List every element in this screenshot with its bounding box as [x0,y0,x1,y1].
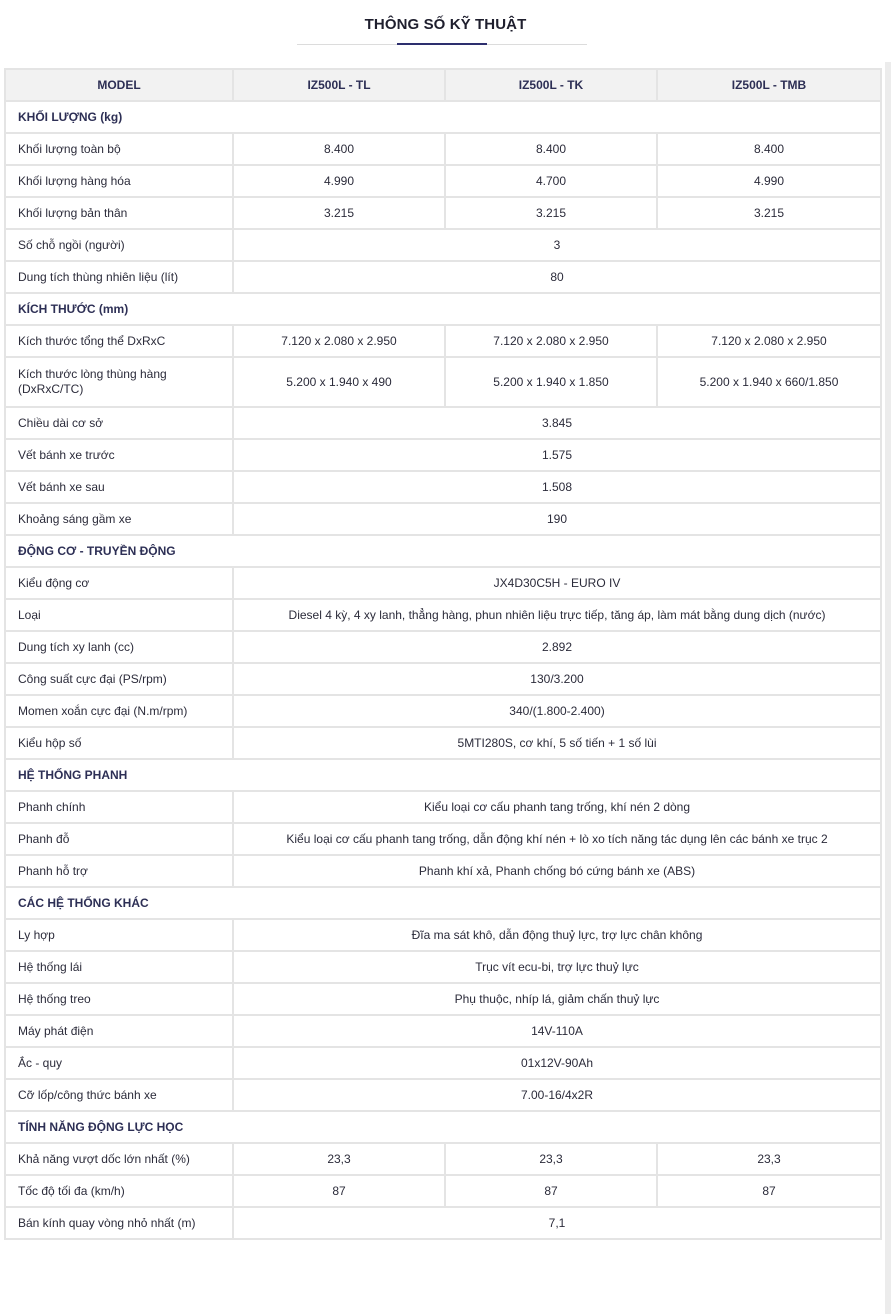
table-row [6,326,880,356]
row-label: Khả năng vượt dốc lớn nhất (%) [6,1144,232,1174]
section-title: TÍNH NĂNG ĐỘNG LỰC HỌC [6,1112,880,1142]
row-label: Khoảng sáng gầm xe [6,504,232,534]
row-label: Loại [6,600,232,630]
row-label: Hệ thống lái [6,952,232,982]
row-label: Ly hợp [6,920,232,950]
row-label: Khối lượng toàn bộ [6,134,232,164]
row-label: Khối lượng hàng hóa [6,166,232,196]
section-title: ĐỘNG CƠ - TRUYỀN ĐỘNG [6,536,880,566]
cell-value: 7.120 x 2.080 x 2.950 [446,326,656,356]
table-row [6,856,880,886]
table-row [6,134,880,164]
table-row [6,408,880,438]
cell-value: 3.215 [446,198,656,228]
spec-table [4,68,882,1240]
cell-value: 87 [658,1176,880,1206]
row-label: Số chỗ ngồi (người) [6,230,232,260]
row-label: Phanh chính [6,792,232,822]
cell-value: Kiểu loại cơ cấu phanh tang trống, dẫn động khí nén + lò xo tích năng tác dụng lên các bánh xe trục 2 [234,824,880,854]
row-label: Hệ thống treo [6,984,232,1014]
cell-value: 87 [446,1176,656,1206]
table-row [6,262,880,292]
title-accent-bar [397,43,487,45]
table-row [6,198,880,228]
page-title: THÔNG SỐ KỸ THUẬT [364,16,527,33]
table-row [6,728,880,758]
scrollbar-track[interactable] [885,62,891,1314]
cell-value: 2.892 [234,632,880,662]
cell-value: 3.845 [234,408,880,438]
table-row [6,1144,880,1174]
header-model: MODEL [6,70,232,100]
table-row [6,600,880,630]
cell-value: 4.990 [234,166,444,196]
cell-value: 5.200 x 1.940 x 1.850 [446,358,656,406]
section-title: HỆ THỐNG PHANH [6,760,880,790]
section-row-dims [6,294,880,324]
table-row [6,920,880,950]
cell-value: 01x12V-90Ah [234,1048,880,1078]
cell-value: 1.575 [234,440,880,470]
row-label: Chiều dài cơ sở [6,408,232,438]
table-row [6,696,880,726]
cell-value: Đĩa ma sát khô, dẫn động thuỷ lực, trợ lực chân không [234,920,880,950]
section-row-dynamics [6,1112,880,1142]
cell-value: 5MTI280S, cơ khí, 5 số tiến + 1 số lùi [234,728,880,758]
table-row [6,230,880,260]
cell-value: 5.200 x 1.940 x 660/1.850 [658,358,880,406]
table-header-row [6,70,880,100]
row-label: Vết bánh xe sau [6,472,232,502]
row-label: Kích thước lòng thùng hàng (DxRxC/TC) [6,358,232,406]
section-row-other [6,888,880,918]
table-row [6,1048,880,1078]
row-label: Máy phát điện [6,1016,232,1046]
cell-value: Diesel 4 kỳ, 4 xy lanh, thẳng hàng, phun nhiên liệu trực tiếp, tăng áp, làm mát bằng dung dịch (nước) [234,600,880,630]
cell-value: 23,3 [446,1144,656,1174]
cell-value: 23,3 [658,1144,880,1174]
cell-value: 3.215 [234,198,444,228]
row-label: Dung tích xy lanh (cc) [6,632,232,662]
section-row-mass [6,102,880,132]
row-label: Dung tích thùng nhiên liệu (lít) [6,262,232,292]
table-row [6,952,880,982]
cell-value: Kiểu loại cơ cấu phanh tang trống, khí nén 2 dòng [234,792,880,822]
cell-value: 4.990 [658,166,880,196]
cell-value: 8.400 [234,134,444,164]
cell-value: 7.120 x 2.080 x 2.950 [234,326,444,356]
table-row [6,1208,880,1238]
table-row [6,358,880,406]
header-model-tk: IZ500L - TK [446,70,656,100]
cell-value: 4.700 [446,166,656,196]
row-label: Tốc độ tối đa (km/h) [6,1176,232,1206]
row-label: Kiểu hộp số [6,728,232,758]
cell-value: 190 [234,504,880,534]
header-model-tmb: IZ500L - TMB [658,70,880,100]
cell-value: 7.00-16/4x2R [234,1080,880,1110]
table-row [6,984,880,1014]
cell-value: 3.215 [658,198,880,228]
cell-value: 5.200 x 1.940 x 490 [234,358,444,406]
table-row [6,632,880,662]
cell-value: 7,1 [234,1208,880,1238]
table-row [6,824,880,854]
table-row [6,472,880,502]
row-label: Phanh hỗ trợ [6,856,232,886]
section-title: CÁC HỆ THỐNG KHÁC [6,888,880,918]
cell-value: JX4D30C5H - EURO IV [234,568,880,598]
table-row [6,568,880,598]
table-row [6,792,880,822]
row-label: Bán kính quay vòng nhỏ nhất (m) [6,1208,232,1238]
table-row [6,1016,880,1046]
header-model-tl: IZ500L - TL [234,70,444,100]
section-header [0,0,891,64]
row-label: Momen xoắn cực đại (N.m/rpm) [6,696,232,726]
section-title: KHỐI LƯỢNG (kg) [6,102,880,132]
cell-value: 80 [234,262,880,292]
section-title: KÍCH THƯỚC (mm) [6,294,880,324]
cell-value: 1.508 [234,472,880,502]
table-row [6,166,880,196]
cell-value: 14V-110A [234,1016,880,1046]
table-row [6,664,880,694]
cell-value: 7.120 x 2.080 x 2.950 [658,326,880,356]
row-label: Công suất cực đại (PS/rpm) [6,664,232,694]
row-label: Kiểu động cơ [6,568,232,598]
cell-value: 23,3 [234,1144,444,1174]
table-row [6,1080,880,1110]
row-label: Phanh đỗ [6,824,232,854]
row-label: Khối lượng bản thân [6,198,232,228]
table-row [6,1176,880,1206]
cell-value: 130/3.200 [234,664,880,694]
section-row-brakes [6,760,880,790]
cell-value: 8.400 [446,134,656,164]
row-label: Ắc - quy [6,1048,232,1078]
cell-value: 87 [234,1176,444,1206]
cell-value: Phanh khí xả, Phanh chống bó cứng bánh xe (ABS) [234,856,880,886]
table-row [6,504,880,534]
cell-value: 340/(1.800-2.400) [234,696,880,726]
table-row [6,440,880,470]
row-label: Kích thước tổng thể DxRxC [6,326,232,356]
cell-value: Phụ thuộc, nhíp lá, giảm chấn thuỷ lực [234,984,880,1014]
row-label: Vết bánh xe trước [6,440,232,470]
cell-value: 3 [234,230,880,260]
cell-value: 8.400 [658,134,880,164]
section-row-engine [6,536,880,566]
cell-value: Trục vít ecu-bi, trợ lực thuỷ lực [234,952,880,982]
row-label: Cỡ lốp/công thức bánh xe [6,1080,232,1110]
